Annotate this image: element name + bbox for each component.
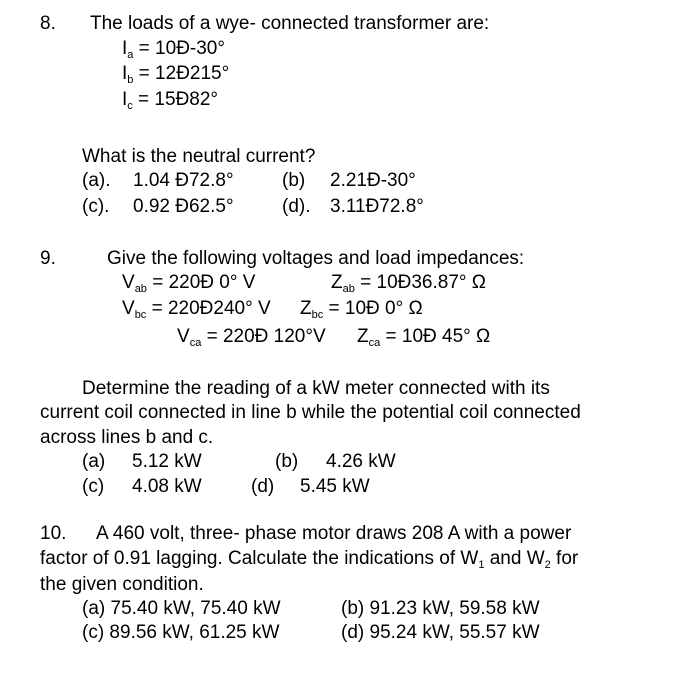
question-8-stem: The loads of a wye- connected transformer are: (90, 13, 490, 34)
voltage-symbol: V (122, 272, 135, 293)
q9-choice-b-value: 4.26 kW (326, 451, 396, 472)
voltage-vab (122, 272, 255, 294)
wattmeter-1-subscript: 1 (478, 559, 485, 571)
q10-choice-a: (a) 75.40 kW, 75.40 kW (82, 598, 281, 619)
voltage-subscript: ca (189, 337, 202, 349)
question-9-number: 9. (40, 248, 56, 269)
q9-choice-a-label: (a) (82, 451, 106, 472)
voltage-value: = 220Ð 120°V (201, 326, 326, 347)
impedance-zbc (300, 298, 423, 320)
line-2-part-1: factor of 0.91 lagging. Calculate the indications of W (40, 548, 479, 569)
q10-choice-b: (b) 91.23 kW, 59.58 kW (341, 598, 540, 619)
voltage-symbol: V (122, 298, 135, 319)
impedance-subscript: ab (342, 283, 355, 295)
question-9-paragraph-line-1: Determine the reading of a kW meter connected with its (82, 378, 550, 399)
question-8-prompt: What is the neutral current? (82, 146, 316, 167)
q10-choice-c: (c) 89.56 kW, 61.25 kW (82, 622, 280, 643)
current-symbol: I (122, 63, 128, 84)
q8-choice-d-value: 3.11Ð72.8° (330, 196, 424, 217)
voltage-value: = 220Ð 0° V (146, 272, 256, 293)
current-symbol: I (122, 89, 128, 110)
current-ia (122, 38, 225, 60)
current-subscript: a (127, 49, 134, 61)
voltage-symbol: V (177, 326, 190, 347)
wattmeter-2-subscript: 2 (544, 559, 551, 571)
question-10-line-2 (40, 548, 578, 570)
q8-choice-b-value: 2.21Ð-30° (330, 170, 416, 191)
question-9-paragraph-line-2: current coil connected in line b while the potential coil connected (40, 402, 581, 423)
question-9-paragraph-line-3: across lines b and c. (40, 427, 214, 448)
q8-choice-d-label: (d). (282, 196, 311, 217)
impedance-value: = 10Ð36.87° Ω (354, 272, 486, 293)
impedance-symbol: Z (357, 326, 369, 347)
voltage-vca (177, 326, 326, 348)
impedance-value: = 10Ð 45° Ω (380, 326, 491, 347)
current-value: = 10Ð-30° (133, 38, 225, 59)
voltage-vbc (122, 298, 271, 320)
q9-choice-d-label: (d) (251, 476, 275, 497)
current-ib (122, 63, 229, 85)
impedance-zab (331, 272, 486, 294)
question-8-number: 8. (40, 13, 56, 34)
line-2-part-3: for (550, 548, 579, 569)
current-value: = 15Ð82° (132, 89, 219, 110)
current-subscript: b (127, 74, 134, 86)
q8-choice-a-label: (a). (82, 170, 111, 191)
impedance-symbol: Z (331, 272, 343, 293)
current-value: = 12Ð215° (133, 63, 230, 84)
line-2-part-2: and W (484, 548, 545, 569)
question-10-line-3: the given condition. (40, 574, 204, 595)
current-ic (122, 89, 218, 111)
q9-choice-c-label: (c) (82, 476, 105, 497)
q9-choice-c-value: 4.08 kW (132, 476, 202, 497)
q8-choice-a-value: 1.04 Ð72.8° (133, 170, 234, 191)
impedance-subscript: bc (311, 309, 324, 321)
q8-choice-c-label: (c). (82, 196, 110, 217)
impedance-zca (357, 326, 490, 348)
question-10-line-1: A 460 volt, three- phase motor draws 208 A with a power (96, 523, 572, 544)
voltage-subscript: ab (134, 283, 147, 295)
impedance-value: = 10Ð 0° Ω (323, 298, 423, 319)
q8-choice-b-label: (b) (282, 170, 306, 191)
current-subscript: c (127, 100, 133, 112)
impedance-symbol: Z (300, 298, 312, 319)
q8-choice-c-value: 0.92 Ð62.5° (133, 196, 234, 217)
question-10-number: 10. (40, 523, 67, 544)
q9-choice-a-value: 5.12 kW (132, 451, 202, 472)
question-9-stem: Give the following voltages and load impedances: (107, 248, 525, 269)
current-symbol: I (122, 38, 128, 59)
q9-choice-d-value: 5.45 kW (300, 476, 370, 497)
voltage-value: = 220Ð240° V (146, 298, 271, 319)
q10-choice-d: (d) 95.24 kW, 55.57 kW (341, 622, 540, 643)
voltage-subscript: bc (134, 309, 147, 321)
q9-choice-b-label: (b) (275, 451, 299, 472)
impedance-subscript: ca (368, 337, 381, 349)
